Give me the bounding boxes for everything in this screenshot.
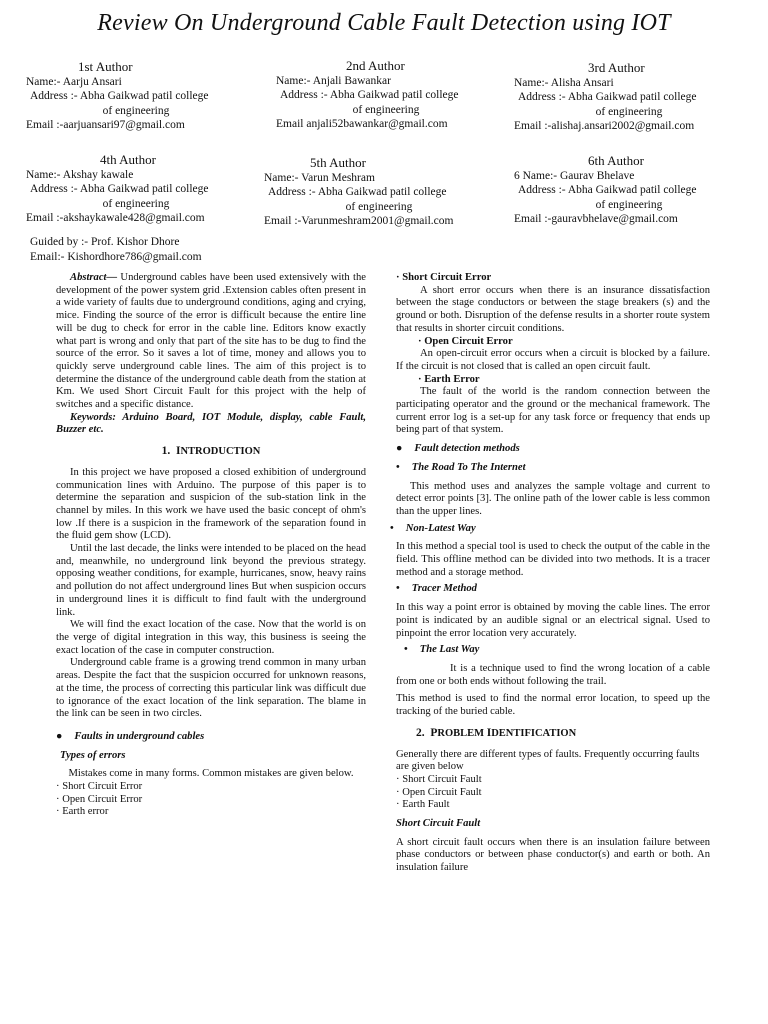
author-email: Email :-alishaj.ansari2002@gmail.com bbox=[514, 119, 695, 132]
author-address: Address :- Abha Gaikwad patil college bbox=[518, 184, 697, 197]
keywords: Keywords: Arduino Board, IOT Module, display, cable Fault, Buzzer etc. bbox=[56, 411, 366, 436]
road-heading: • The Road To The Internet bbox=[396, 461, 526, 473]
paragraph: This method is used to find the normal error location, to speed up the tracking of the buried cable. bbox=[396, 693, 710, 718]
author-heading: 4th Author bbox=[100, 152, 156, 167]
right-column bbox=[390, 272, 710, 875]
abstract-text: Underground cables have been used extensively with the development of the power system grid .Extension cables often present in a wide variety of faults due to underground conditions, aging and crying, mice. Finding the source of the error is difficult because the entire line will be dug to check for error in the cable line. Editors know exactly what part is wrong and only that part of the site has to be dug to find the source of the error. So it saves a lot of time, money and allows you to quickly serve underground cable lines. The aim of this project is to determine the distance of the underground cable death from the station at Km. We used Short Circuit Fault for this project with the help of switches and a specific distance. bbox=[56, 272, 366, 411]
guide-name: Guided by :- Prof. Kishor Dhore bbox=[30, 236, 180, 248]
author-5-block bbox=[264, 156, 494, 228]
paragraph: Until the last decade, the links were intended to be placed on the head and, meanwhile, no underground link beyond the previous strategy. opposing weather conditions, for example, hurricanes, snow, heavy rains and pollution do not affect underground lines But when suspicion occurs in underground lines it is difficult to find fault with the underground link. bbox=[56, 543, 366, 618]
author-name: Name:- Alisha Ansari bbox=[514, 77, 614, 90]
author-heading: 6th Author bbox=[588, 153, 644, 168]
author-heading: 1st Author bbox=[78, 59, 133, 74]
author-6-block bbox=[514, 154, 744, 226]
author-address: Address :- Abha Gaikwad patil college bbox=[268, 186, 447, 199]
paragraph: In this project we have proposed a closed exhibition of underground communication lines with Arduino. The purpose of this paper is to determine the separation and suspicion of the sub-station link in the channel by miles. In this work we have used the basic concept of ohm's low .If there is a suspicion in the framework of the separation found in the fluid gem show (LCD). bbox=[56, 466, 366, 542]
paragraph: Generally there are different types of faults. Frequently occurring faults are given below bbox=[396, 748, 700, 773]
section-heading-introduction: 1. INTRODUCTION bbox=[161, 445, 261, 458]
author-address-cont: of engineering bbox=[345, 200, 413, 213]
author-address-cont: of engineering bbox=[595, 105, 663, 118]
author-address-cont: of engineering bbox=[102, 197, 170, 210]
paragraph: In this way a point error is obtained by moving the cable lines. The error point is indicated by an audible signal or an electrical signal. Used to pinpoint the error location very accurately. bbox=[396, 602, 710, 639]
abstract bbox=[56, 272, 366, 412]
guide-info bbox=[30, 235, 202, 265]
author-address: Address :- Abha Gaikwad patil college bbox=[518, 91, 697, 104]
author-address: Address :- Abha Gaikwad patil college bbox=[30, 183, 209, 196]
paragraph: It is a technique used to find the wrong location of a cable from one or both ends without following the trail. bbox=[396, 662, 710, 687]
author-address-cont: of engineering bbox=[102, 104, 170, 117]
section-heading-problem: 2. PROBLEM IDENTIFICATION bbox=[416, 726, 577, 739]
fault-list-item: · Earth Fault bbox=[396, 799, 450, 811]
author-email: Email :-gauravbhelave@gmail.com bbox=[514, 212, 678, 225]
author-address: Address :- Abha Gaikwad patil college bbox=[30, 90, 209, 103]
author-name: Name:- Anjali Bawankar bbox=[276, 75, 391, 88]
author-heading: 3rd Author bbox=[588, 60, 645, 75]
error-list-item: · Short Circuit Error bbox=[56, 781, 143, 793]
last-way-heading: • The Last Way bbox=[404, 644, 480, 656]
bullet-icon: • bbox=[396, 583, 400, 595]
author-name: Name:- Aarju Ansari bbox=[26, 76, 122, 89]
paragraph: In this method a special tool is used to check the output of the cable in the field. This offline method can be divided into two methods. It is a tracer method and a storage method. bbox=[396, 541, 710, 578]
author-address: Address :- Abha Gaikwad patil college bbox=[280, 89, 459, 102]
paragraph: An open-circuit error occurs when a circuit is blocked by a failure. If the circuit is not closed that is called an open circuit fault. bbox=[396, 348, 710, 372]
paragraph: A short error occurs when there is an insurance dissatisfaction between the stage conductors or between the stage breakers (s) and the ground or both. Disruption of the defense results in a shorter route system that results in shorter circuit conditions. bbox=[396, 284, 710, 334]
author-heading: 5th Author bbox=[310, 155, 366, 170]
mistakes-line: Mistakes come in many forms. Common mistakes are given below. bbox=[68, 768, 354, 780]
author-address-cont: of engineering bbox=[595, 198, 663, 211]
bullet-icon: ● bbox=[396, 443, 403, 455]
error-list-item: · Open Circuit Error bbox=[56, 793, 143, 805]
author-4-block bbox=[26, 153, 246, 225]
author-address-cont: of engineering bbox=[352, 103, 420, 116]
faults-heading: ● Faults in underground cables bbox=[56, 730, 205, 742]
bullet-icon: • bbox=[396, 461, 400, 473]
bullet-icon: ● bbox=[56, 730, 63, 742]
subheading: · Open Circuit Error bbox=[418, 335, 513, 347]
left-column bbox=[56, 272, 366, 819]
non-latest-heading: • Non-Latest Way bbox=[390, 522, 476, 534]
abstract-label: Abstract— bbox=[70, 272, 118, 283]
paragraph: A short circuit fault occurs when there is an insulation failure between phase conductors or between phase conductor(s) and earth or both. An insulation failure bbox=[396, 836, 710, 874]
bullet-icon: • bbox=[390, 522, 394, 534]
paper-title: Review On Underground Cable Fault Detection using IOT bbox=[97, 10, 671, 36]
guide-email: Email:- Kishordhore786@gmail.com bbox=[30, 251, 202, 263]
subheading: · Earth Error bbox=[418, 373, 480, 385]
author-3-block bbox=[514, 61, 744, 133]
author-email: Email anjali52bawankar@gmail.com bbox=[276, 117, 448, 130]
author-2-block bbox=[276, 59, 496, 131]
author-email: Email :-aarjuansari97@gmail.com bbox=[26, 118, 185, 131]
short-circuit-fault-heading: Short Circuit Fault bbox=[396, 818, 481, 830]
fault-list-item: · Short Circuit Fault bbox=[396, 773, 482, 785]
paragraph: The fault of the world is the random connection between the participating operator and the ground or the mechanical framework. The current error log is a set-up for any task force or frequency that ends up being part of that system. bbox=[396, 386, 710, 436]
author-name: Name:- Akshay kawale bbox=[26, 169, 134, 182]
author-1-block bbox=[26, 60, 246, 132]
paragraph: This method uses and analyzes the sample voltage and current to detect error points [3]. The online path of the lower cable is less common than the upper lines. bbox=[396, 480, 710, 517]
subheading: · Short Circuit Error bbox=[396, 272, 492, 283]
tracer-heading: • Tracer Method bbox=[396, 583, 477, 595]
paragraph: Underground cable frame is a growing trend common in many urban areas. Despite the fact that the suspicion occurred for unknown reasons, at the time, the process of correcting this particular link was difficult due to ignorance of the exact location of the link separation. The blame in the link can be seen in two circles. bbox=[56, 657, 366, 720]
author-name: Name:- Varun Meshram bbox=[264, 172, 375, 185]
error-list-item: · Earth error bbox=[56, 806, 109, 818]
fault-list-item: · Open Circuit Fault bbox=[396, 786, 482, 798]
author-email: Email :-Varunmeshram2001@gmail.com bbox=[264, 214, 454, 227]
bullet-icon: • bbox=[404, 644, 408, 656]
author-email: Email :-akshaykawale428@gmail.com bbox=[26, 211, 205, 224]
types-heading: Types of errors bbox=[60, 749, 126, 761]
paragraph: We will find the exact location of the case. Now that the world is on the verge of digital integration in this way, this business is seeing the exact location of the case in computer construction. bbox=[56, 619, 366, 656]
author-heading: 2nd Author bbox=[346, 58, 405, 73]
fault-detection-heading: ● Fault detection methods bbox=[396, 443, 520, 455]
author-name: 6 Name:- Gaurav Bhelave bbox=[514, 170, 635, 183]
